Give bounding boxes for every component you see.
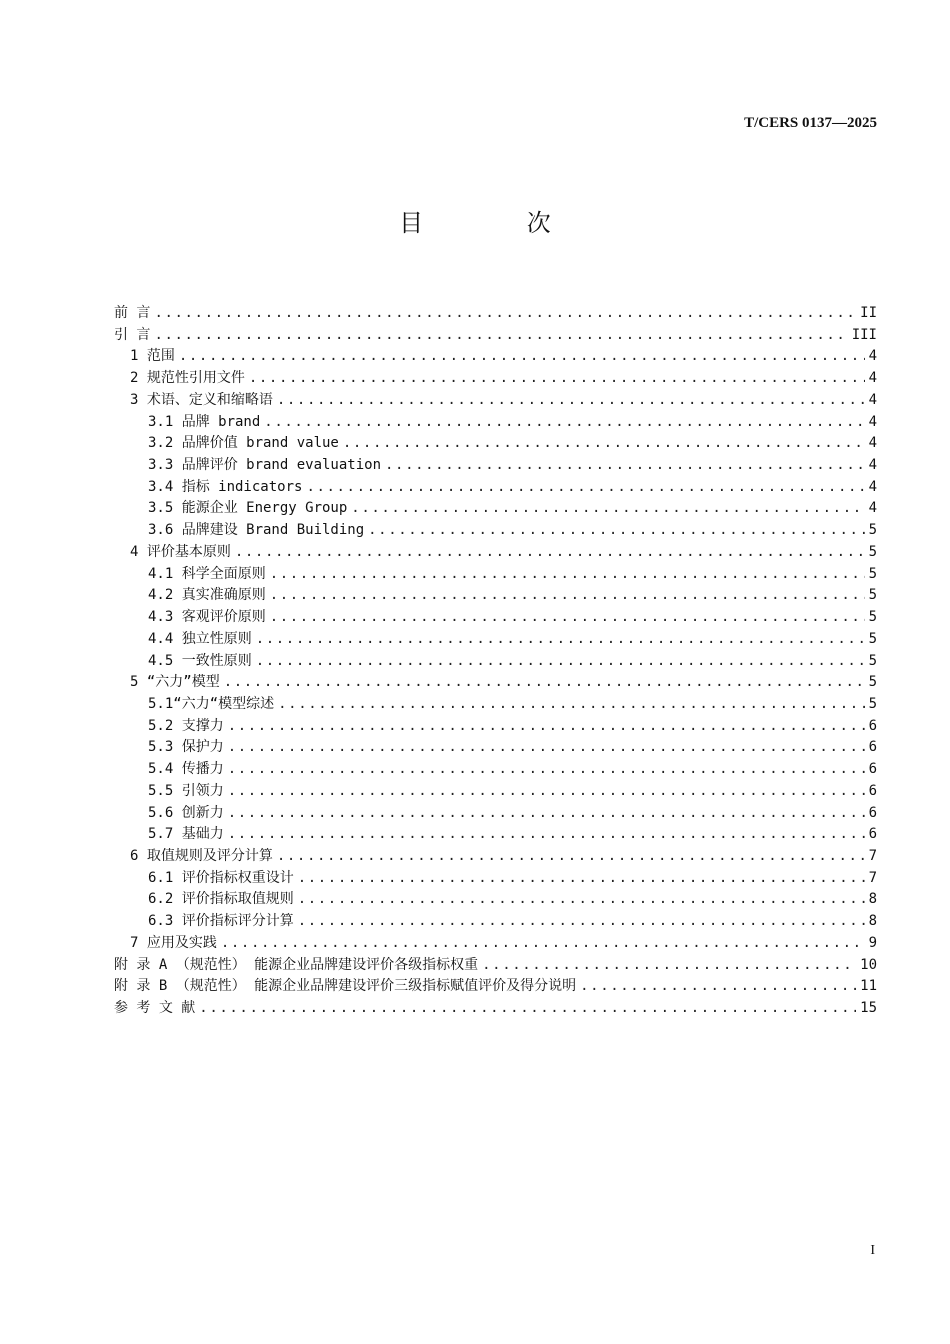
toc-leader-dots	[154, 303, 856, 325]
toc-leader-dots	[228, 737, 865, 759]
page-number: I	[870, 1243, 875, 1258]
toc-entry[interactable]	[114, 455, 877, 477]
toc-leader-dots	[482, 955, 856, 977]
toc-entry-page: 6	[868, 782, 877, 799]
toc-entry-label: 6.1 评价指标权重设计	[148, 869, 294, 886]
toc-entry-page: 15	[860, 1000, 877, 1016]
toc-leader-dots	[264, 412, 864, 434]
toc-entry-label: 6.2 评价指标取值规则	[148, 891, 294, 908]
toc-entry-page: 4	[868, 413, 877, 430]
toc-entry-page: 9	[868, 934, 877, 951]
toc-entry[interactable]	[114, 911, 877, 933]
toc-entry-label: 附 录 A （规范性） 能源企业品牌建设评价各级指标权重	[114, 956, 479, 973]
toc-entry-page: 7	[868, 869, 877, 886]
toc-entry[interactable]	[114, 889, 877, 911]
toc-entry[interactable]	[114, 303, 877, 325]
toc-entry[interactable]	[114, 716, 877, 738]
toc-entry-page: III	[851, 326, 877, 343]
toc-entry-page: 4	[868, 435, 877, 452]
toc-entry-page: 8	[868, 913, 877, 930]
toc-entry-page: 5	[868, 609, 877, 626]
toc-entry-page: 6	[868, 804, 877, 821]
toc-entry-page: 4	[868, 348, 877, 365]
toc-leader-dots	[154, 325, 847, 347]
toc-entry-page: 5	[868, 674, 877, 691]
toc-entry[interactable]	[114, 803, 877, 825]
toc-entry[interactable]	[114, 651, 877, 673]
toc-entry-label: 7 应用及实践	[130, 934, 217, 951]
toc-entry-page: 4	[868, 391, 877, 408]
toc-entry-label: 5.6 创新力	[148, 804, 224, 821]
toc-entry-page: 5	[868, 630, 877, 647]
toc-leader-dots	[256, 651, 865, 673]
toc-entry[interactable]	[114, 976, 877, 998]
toc-entry-label: 6.3 评价指标评分计算	[148, 913, 294, 930]
toc-entry[interactable]	[114, 607, 877, 629]
toc-leader-dots	[278, 694, 864, 716]
toc-entry-label: 5 “六力”模型	[130, 674, 220, 691]
toc-entry[interactable]	[114, 390, 877, 412]
toc-leader-dots	[228, 803, 865, 825]
toc-entry-page: 5	[868, 522, 877, 539]
toc-leader-dots	[343, 433, 865, 455]
toc-entry-label: 6 取值规则及评分计算	[130, 847, 273, 864]
toc-entry-label: 4.5 一致性原则	[148, 652, 252, 669]
toc-entry-label: 5.1“六力“模型综述	[148, 695, 275, 712]
toc-entry[interactable]	[114, 368, 877, 390]
toc-leader-dots	[277, 846, 865, 868]
toc-entry-label: 3.5 能源企业 Energy Group	[148, 500, 348, 517]
toc-leader-dots	[228, 781, 865, 803]
toc-entry-label: 3.4 指标 indicators	[148, 478, 303, 495]
toc-entry-page: 5	[868, 652, 877, 669]
toc-leader-dots	[256, 629, 865, 651]
toc-entry[interactable]	[114, 955, 877, 977]
toc-entry-label: 前 言	[114, 305, 151, 321]
toc-leader-dots	[385, 455, 865, 477]
toc-entry-page: 4	[868, 457, 877, 474]
toc-leader-dots	[179, 346, 865, 368]
toc-leader-dots	[224, 672, 865, 694]
toc-leader-dots	[298, 889, 865, 911]
toc-leader-dots	[221, 933, 865, 955]
toc-entry[interactable]	[114, 998, 877, 1020]
toc-entry-label: 5.4 传播力	[148, 761, 224, 778]
toc-entry-label: 5.7 基础力	[148, 826, 224, 843]
toc-entry-label: 引 言	[114, 326, 151, 343]
toc-leader-dots	[228, 716, 865, 738]
toc-leader-dots	[277, 390, 865, 412]
toc-entry[interactable]	[114, 346, 877, 368]
toc-entry-page: 4	[868, 478, 877, 495]
toc-entry[interactable]	[114, 672, 877, 694]
toc-entry[interactable]	[114, 498, 877, 520]
toc-entry-label: 5.3 保护力	[148, 739, 224, 756]
standard-code: T/CERS 0137—2025	[744, 115, 877, 131]
toc-entry-page: 11	[860, 978, 877, 995]
toc-leader-dots	[306, 477, 864, 499]
toc-entry[interactable]	[114, 542, 877, 564]
toc-entry-page: 7	[868, 847, 877, 864]
toc-entry[interactable]	[114, 759, 877, 781]
toc-entry-label: 3.3 品牌评价 brand evaluation	[148, 457, 382, 474]
toc-entry[interactable]	[114, 824, 877, 846]
toc-entry[interactable]	[114, 477, 877, 499]
toc-entry[interactable]	[114, 781, 877, 803]
toc-entry[interactable]	[114, 933, 877, 955]
toc-entry[interactable]	[114, 412, 877, 434]
toc-entry-label: 4.2 真实准确原则	[148, 587, 266, 604]
toc-entry-page: II	[860, 305, 877, 321]
toc-leader-dots	[580, 976, 856, 998]
toc-entry-label: 3 术语、定义和缩略语	[130, 391, 273, 408]
toc-entry-label: 3.2 品牌价值 brand value	[148, 435, 339, 452]
toc-entry-page: 6	[868, 826, 877, 843]
toc-leader-dots	[235, 542, 865, 564]
toc-entry-page: 4	[868, 370, 877, 387]
toc-entry-page: 6	[868, 717, 877, 734]
toc-entry[interactable]	[114, 629, 877, 651]
toc-entry-page: 8	[868, 891, 877, 908]
toc-leader-dots	[298, 868, 865, 890]
toc-leader-dots	[368, 520, 864, 542]
toc-entry[interactable]	[114, 433, 877, 455]
page-title: 目 次	[399, 209, 599, 237]
toc-entry-label: 4 评价基本原则	[130, 543, 231, 560]
toc-entry[interactable]	[114, 585, 877, 607]
toc-entry-label: 5.2 支撑力	[148, 717, 224, 734]
toc-entry-label: 3.6 品牌建设 Brand Building	[148, 522, 365, 539]
toc-entry[interactable]	[114, 325, 877, 347]
toc-entry[interactable]	[114, 737, 877, 759]
toc-leader-dots	[298, 911, 865, 933]
toc-leader-dots	[270, 585, 865, 607]
toc-entry-page: 6	[868, 739, 877, 756]
toc-entry-page: 5	[868, 587, 877, 604]
toc-entry-label: 1 范围	[130, 348, 175, 365]
toc-entry-label: 参 考 文 献	[114, 1000, 196, 1016]
toc-leader-dots	[228, 759, 865, 781]
toc-entry-page: 5	[868, 543, 877, 560]
toc-leader-dots	[199, 998, 856, 1020]
toc-leader-dots	[270, 564, 865, 586]
toc-entry[interactable]	[114, 694, 877, 716]
toc-leader-dots	[228, 824, 865, 846]
toc-entry-page: 4	[868, 500, 877, 517]
toc-leader-dots	[351, 498, 864, 520]
toc-entry-page: 6	[868, 761, 877, 778]
toc-entry-label: 4.4 独立性原则	[148, 630, 252, 647]
toc-entry[interactable]	[114, 846, 877, 868]
toc-leader-dots	[249, 368, 865, 390]
toc-entry-page: 10	[860, 956, 877, 973]
toc-entry[interactable]	[114, 520, 877, 542]
toc-entry-page: 5	[868, 695, 877, 712]
toc-entry-label: 2 规范性引用文件	[130, 370, 245, 387]
toc-entry[interactable]	[114, 868, 877, 890]
table-of-contents	[114, 303, 877, 1020]
toc-entry-label: 3.1 品牌 brand	[148, 413, 261, 430]
toc-entry-page: 5	[868, 565, 877, 582]
toc-entry-label: 4.1 科学全面原则	[148, 565, 266, 582]
toc-entry-label: 4.3 客观评价原则	[148, 609, 266, 626]
toc-leader-dots	[270, 607, 865, 629]
toc-entry-label: 附 录 B （规范性） 能源企业品牌建设评价三级指标赋值评价及得分说明	[114, 978, 577, 995]
toc-entry-label: 5.5 引领力	[148, 782, 224, 799]
toc-entry[interactable]	[114, 564, 877, 586]
